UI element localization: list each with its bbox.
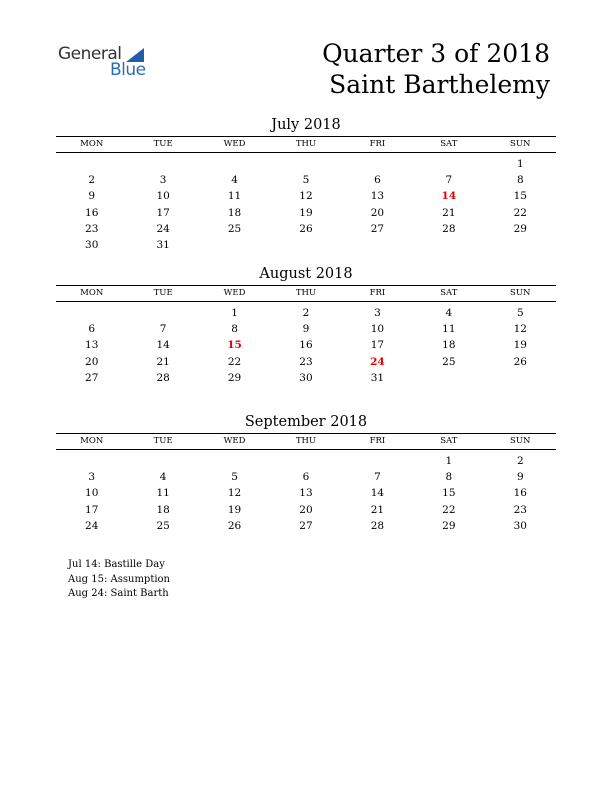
month-july <box>56 116 556 253</box>
day-cell: 7 <box>445 174 453 187</box>
day-cell: 9 <box>88 190 96 203</box>
day-cell: 3 <box>374 307 381 319</box>
day-cell: 16 <box>85 206 99 219</box>
day-cell: 20 <box>85 355 99 368</box>
weekday-label: WED <box>223 139 246 149</box>
weekday-label: MON <box>80 288 104 298</box>
day-cell: 22 <box>227 355 242 368</box>
day-cell: 15 <box>442 487 456 500</box>
day-cell: 13 <box>85 339 99 352</box>
logo-blue-text: Blue <box>110 60 146 80</box>
day-cell: 22 <box>442 503 456 516</box>
day-cell: 27 <box>370 222 385 235</box>
day-cell: 11 <box>227 190 242 203</box>
day-cell: 27 <box>299 519 313 532</box>
day-cell: 7 <box>374 471 381 484</box>
holiday-day-cell: 14 <box>441 190 457 203</box>
day-cell: 9 <box>516 471 524 484</box>
day-cell: 2 <box>88 174 96 187</box>
holiday-note: Aug 24: Saint Barth <box>68 588 169 599</box>
day-cell: 8 <box>445 471 453 484</box>
weekday-label: MON <box>80 436 104 446</box>
day-cell: 4 <box>159 471 167 484</box>
day-cell: 3 <box>88 471 96 484</box>
weekday-label: FRI <box>369 288 386 298</box>
weekday-label: THU <box>295 139 317 149</box>
weekday-label: THU <box>295 288 317 298</box>
empty-day-cell <box>56 156 127 172</box>
day-cell: 13 <box>370 190 385 203</box>
day-cell: 27 <box>85 371 99 384</box>
empty-day-cell <box>127 453 198 469</box>
day-cell: 17 <box>85 503 99 516</box>
weekday-label: SAT <box>440 436 458 446</box>
day-cell: 31 <box>156 238 170 251</box>
weekday-label: FRI <box>369 139 386 149</box>
day-cell: 10 <box>85 487 99 500</box>
day-cell: 13 <box>299 487 313 500</box>
day-cell: 10 <box>156 190 170 203</box>
day-cell: 16 <box>299 339 313 352</box>
weekday-label: TUE <box>153 288 173 298</box>
month-september <box>56 413 556 534</box>
weekday-header <box>56 285 556 302</box>
day-cell: 29 <box>513 222 527 235</box>
title-region: Saint Barthelemy <box>329 70 550 99</box>
day-cell: 17 <box>370 339 385 352</box>
day-cell: 23 <box>85 222 99 235</box>
day-cell: 14 <box>370 487 385 500</box>
day-cell: 2 <box>516 455 524 467</box>
empty-day-cell <box>127 305 198 321</box>
day-cell: 19 <box>227 503 242 516</box>
day-cell: 8 <box>516 174 524 187</box>
day-cell: 14 <box>156 339 170 352</box>
day-cell: 31 <box>370 371 385 384</box>
day-cell: 21 <box>370 503 385 516</box>
empty-day-cell <box>56 305 127 321</box>
weekday-label: FRI <box>369 436 386 446</box>
empty-day-cell <box>270 156 341 172</box>
day-cell: 20 <box>370 206 385 219</box>
empty-day-cell <box>413 156 484 172</box>
day-cell: 9 <box>302 323 310 336</box>
weekday-label: SAT <box>440 288 458 298</box>
weekday-label: WED <box>223 288 246 298</box>
empty-day-cell <box>199 156 270 172</box>
day-cell: 4 <box>445 307 453 319</box>
weekday-label: SUN <box>510 139 531 149</box>
day-cell: 10 <box>370 323 385 336</box>
day-cell: 20 <box>299 503 313 516</box>
weekday-label: THU <box>295 436 317 446</box>
weekday-header <box>56 433 556 450</box>
day-cell: 12 <box>227 487 242 500</box>
day-cell: 7 <box>159 323 167 336</box>
day-cell: 18 <box>227 206 242 219</box>
empty-day-cell <box>56 453 127 469</box>
day-cell: 21 <box>156 355 170 368</box>
weekday-header <box>56 136 556 153</box>
day-cell: 4 <box>231 174 238 187</box>
day-cell: 28 <box>370 519 385 532</box>
empty-day-cell <box>127 156 198 172</box>
day-cell: 16 <box>513 487 527 500</box>
weekday-label: SAT <box>440 139 458 149</box>
day-cell: 22 <box>513 206 527 219</box>
empty-day-cell <box>199 453 270 469</box>
month-title: August 2018 <box>259 266 353 282</box>
day-cell: 12 <box>299 190 313 203</box>
day-cell: 5 <box>302 174 310 187</box>
day-cell: 30 <box>85 238 99 251</box>
day-cell: 28 <box>442 222 456 235</box>
day-cell: 1 <box>516 158 524 170</box>
day-cell: 25 <box>442 355 456 368</box>
day-cell: 12 <box>513 323 527 336</box>
holiday-day-cell: 15 <box>227 339 242 352</box>
title-quarter: Quarter 3 of 2018 <box>322 39 550 68</box>
day-cell: 6 <box>374 174 381 187</box>
weekday-label: SUN <box>510 436 531 446</box>
day-cell: 6 <box>302 471 310 484</box>
day-cell: 3 <box>159 174 167 187</box>
day-grid <box>56 453 556 534</box>
day-grid <box>56 305 556 386</box>
day-cell: 5 <box>231 471 238 484</box>
month-title: September 2018 <box>244 414 368 430</box>
day-cell: 1 <box>231 307 238 319</box>
day-cell: 1 <box>445 455 453 467</box>
logo <box>58 44 158 80</box>
empty-day-cell <box>342 453 413 469</box>
day-cell: 15 <box>513 190 527 203</box>
weekday-label: TUE <box>153 436 173 446</box>
day-cell: 28 <box>156 371 170 384</box>
weekday-label: MON <box>80 139 104 149</box>
day-cell: 8 <box>231 323 238 336</box>
day-cell: 29 <box>227 371 242 384</box>
day-cell: 6 <box>88 323 96 336</box>
weekday-label: SUN <box>510 288 531 298</box>
month-title: July 2018 <box>271 117 341 133</box>
day-cell: 30 <box>299 371 313 384</box>
day-cell: 18 <box>442 339 456 352</box>
holiday-note: Jul 14: Bastille Day <box>68 559 165 570</box>
day-cell: 2 <box>302 307 310 319</box>
weekday-label: TUE <box>153 139 173 149</box>
empty-day-cell <box>270 453 341 469</box>
weekday-label: WED <box>223 436 246 446</box>
day-cell: 24 <box>156 222 170 235</box>
logo-general-text: General <box>58 44 122 64</box>
day-cell: 23 <box>299 355 313 368</box>
day-cell: 29 <box>442 519 456 532</box>
day-cell: 18 <box>156 503 170 516</box>
day-cell: 30 <box>513 519 527 532</box>
day-cell: 19 <box>299 206 313 219</box>
day-cell: 17 <box>156 206 170 219</box>
day-cell: 11 <box>156 487 170 500</box>
empty-day-cell <box>342 156 413 172</box>
day-cell: 25 <box>227 222 242 235</box>
holiday-notes <box>68 558 170 602</box>
day-grid <box>56 156 556 253</box>
month-august <box>56 265 556 386</box>
day-cell: 25 <box>156 519 170 532</box>
day-cell: 26 <box>299 222 313 235</box>
day-cell: 26 <box>227 519 242 532</box>
day-cell: 19 <box>513 339 527 352</box>
day-cell: 5 <box>516 307 524 319</box>
page-title <box>322 38 550 100</box>
day-cell: 11 <box>442 323 456 336</box>
holiday-day-cell: 24 <box>370 355 385 368</box>
day-cell: 21 <box>442 206 456 219</box>
day-cell: 23 <box>513 503 527 516</box>
holiday-note: Aug 15: Assumption <box>68 573 171 585</box>
day-cell: 24 <box>85 519 99 532</box>
day-cell: 26 <box>513 355 527 368</box>
